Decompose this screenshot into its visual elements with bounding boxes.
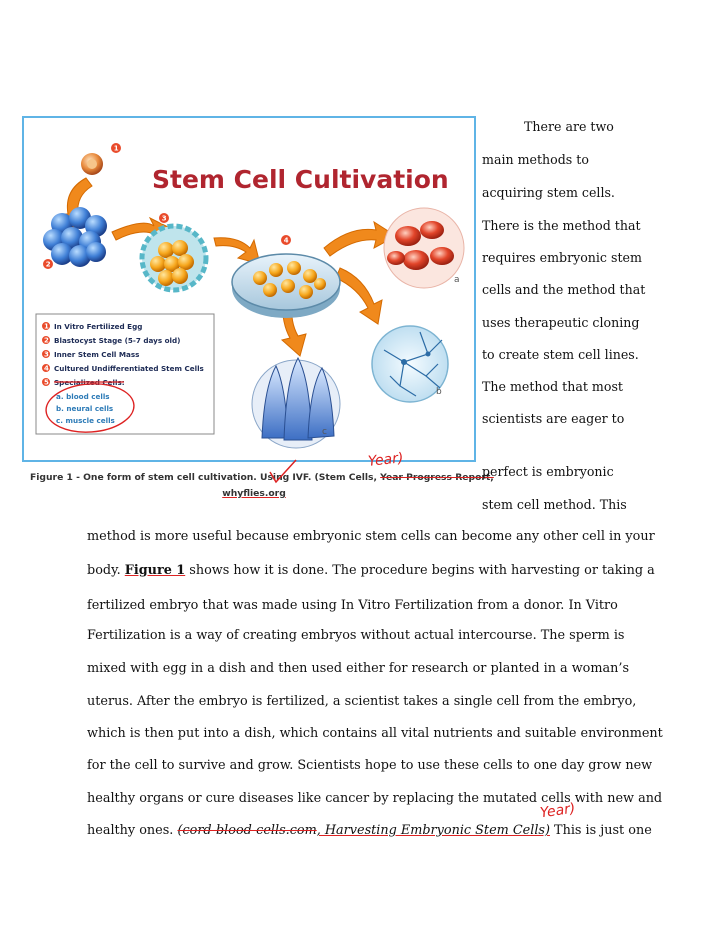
svg-text:4: 4 bbox=[283, 236, 289, 245]
svg-text:1: 1 bbox=[113, 144, 119, 153]
svg-text:c. muscle cells: c. muscle cells bbox=[56, 416, 115, 425]
blood-cells bbox=[384, 208, 464, 288]
red-check-mark bbox=[266, 458, 306, 488]
right-line: The method that most bbox=[482, 379, 623, 394]
figure-illustration bbox=[24, 118, 474, 460]
svg-text:5: 5 bbox=[44, 378, 49, 387]
right-line: main methods to bbox=[482, 152, 589, 167]
svg-text:a: a bbox=[454, 275, 460, 285]
svg-text:Blastocyst Stage (5-7 days old: Blastocyst Stage (5-7 days old) bbox=[54, 336, 181, 345]
right-line: to create stem cell lines. bbox=[482, 347, 639, 362]
caption-struck-text: Year Progress Report, bbox=[380, 472, 494, 483]
svg-text:1: 1 bbox=[44, 322, 49, 331]
body-line: mixed with egg in a dish and then used either for research or planted in a woman’s bbox=[87, 661, 630, 676]
svg-text:In Vitro Fertilized Egg: In Vitro Fertilized Egg bbox=[54, 322, 143, 331]
right-line: There are two bbox=[524, 119, 614, 134]
figure-reference: Figure 1 bbox=[124, 563, 186, 578]
svg-text:b. neural cells: b. neural cells bbox=[56, 404, 114, 413]
figure-legend bbox=[36, 314, 214, 435]
svg-text:4: 4 bbox=[44, 364, 49, 373]
right-line: uses therapeutic cloning bbox=[482, 315, 640, 330]
svg-text:a. blood cells: a. blood cells bbox=[56, 392, 110, 401]
svg-text:3: 3 bbox=[161, 214, 167, 223]
right-line: perfect is embryonic bbox=[482, 464, 614, 479]
cell-cluster bbox=[43, 207, 107, 267]
annotation-year-caption: Year) bbox=[367, 450, 405, 470]
body-line: Fertilization is a way of creating embryos without actual intercourse. The sperm is bbox=[87, 628, 625, 643]
svg-text:c: c bbox=[322, 427, 327, 437]
right-line: acquiring stem cells. bbox=[482, 185, 615, 200]
body-line: body. Figure 1 shows how it is done. The procedure begins with harvesting or taking a bbox=[87, 563, 655, 578]
body-line: which is then put into a dish, which contains all vital nutrients and suitable environment bbox=[87, 726, 663, 741]
annotation-year-citation: Year) bbox=[539, 800, 577, 822]
body-line: method is more useful because embryonic stem cells can become any other cell in your bbox=[87, 529, 655, 544]
body-line: for the cell to survive and grow. Scientists hope to use these cells to one day grow new bbox=[87, 758, 653, 773]
figure-caption bbox=[30, 470, 494, 502]
svg-text:Cultured Undifferentiated Stem: Cultured Undifferentiated Stem Cells bbox=[54, 364, 204, 373]
caption-source: whyflies.org bbox=[222, 488, 286, 499]
svg-text:2: 2 bbox=[44, 336, 49, 345]
caption-text: Figure 1 - One form of stem cell cultivation. Using IVF. (Stem Cells, bbox=[30, 472, 381, 483]
citation: (cord-blood-cells.com, Harvesting Embryonic Stem Cells) bbox=[177, 823, 550, 838]
body-line: uterus. After the embryo is fertilized, a scientist takes a single cell from the embryo, bbox=[87, 694, 637, 709]
stem-cell-figure bbox=[22, 116, 476, 462]
right-line: requires embryonic stem bbox=[482, 250, 642, 265]
svg-text:3: 3 bbox=[44, 350, 49, 359]
right-line: There is the method that bbox=[482, 218, 641, 233]
right-line: scientists are eager to bbox=[482, 411, 625, 426]
right-line: stem cell method. This bbox=[482, 497, 627, 512]
body-line: healthy ones. (cord-blood-cells.com, Harvesting Embryonic Stem Cells) This is just one bbox=[87, 823, 652, 838]
svg-text:Specialized Cells:: Specialized Cells: bbox=[54, 378, 125, 387]
figure-title: Stem Cell Cultivation bbox=[152, 165, 449, 194]
blastocyst bbox=[142, 226, 206, 290]
culture-dish bbox=[232, 254, 340, 318]
svg-text:Inner Stem Cell Mass: Inner Stem Cell Mass bbox=[54, 350, 140, 359]
svg-text:2: 2 bbox=[45, 260, 51, 269]
svg-text:b: b bbox=[436, 387, 442, 397]
right-line: cells and the method that bbox=[482, 282, 646, 297]
body-line: healthy organs or cure diseases like cancer by replacing the mutated cells with new and bbox=[87, 791, 663, 806]
body-line: fertilized embryo that was made using In Vitro Fertilization from a donor. In Vitro bbox=[87, 598, 618, 613]
